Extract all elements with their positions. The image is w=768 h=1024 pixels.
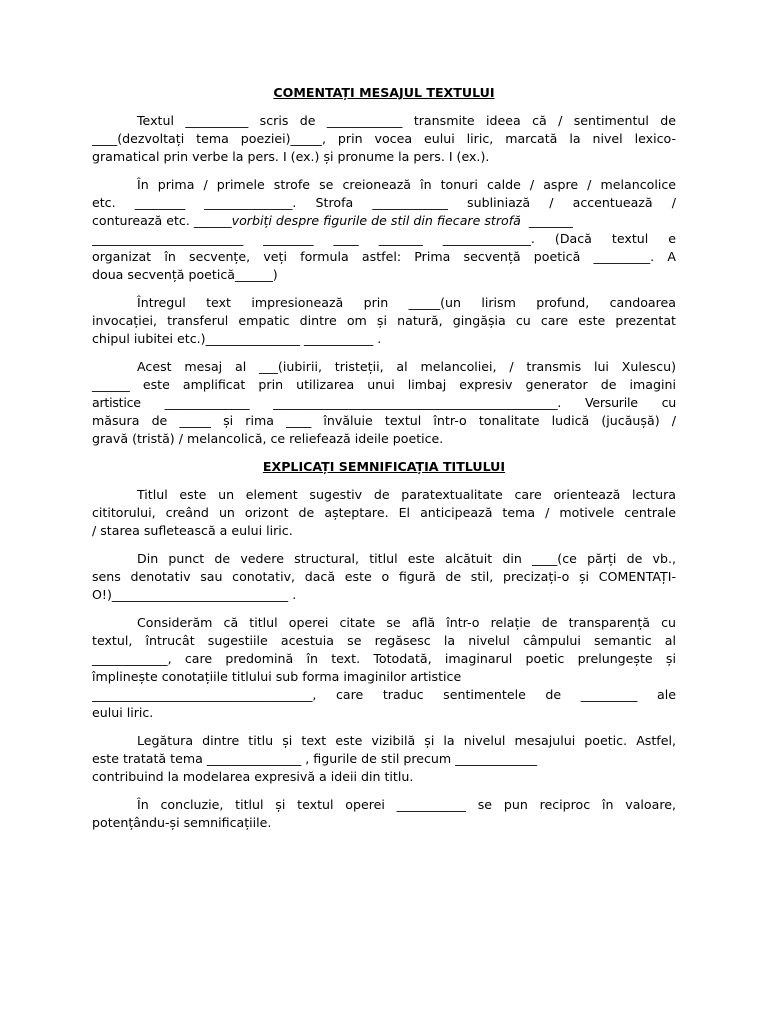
text-line: În prima / primele strofe se creionează în tonuri calde / aspre / melancolice xyxy=(137,177,676,192)
paragraph-title-text-link xyxy=(92,732,676,786)
text-line: Considerăm că titlul operei citate se află într-o relație de transparență cu xyxy=(137,615,676,630)
heading-comment-message: COMENTAȚI MESAJUL TEXTULUI xyxy=(273,85,495,100)
text-line: Textul __________ scris de ____________ transmite ideea că / sentimentul de xyxy=(137,113,676,128)
text-line: Întregul text impresionează prin _____(un lirism profund, candoarea xyxy=(137,295,676,310)
text-line: gramatical prin verbe la pers. I (ex.) și pronume la pers. I (ex.). xyxy=(92,149,490,164)
text-line: împlinește conotațiile titlului sub forma imaginilor artistice xyxy=(92,669,462,684)
paragraph-whole-text xyxy=(92,294,676,348)
text-line: etc. ________ ______________. Strofa ____________ subliniază / accentuează / xyxy=(92,195,676,210)
text-line: Din punct de vedere structural, titlul este alcătuit din ____(ce părți de vb., xyxy=(137,551,676,566)
text-line: cititorului, creând un orizont de așteptare. El anticipează tema / motivele centrale xyxy=(92,505,676,520)
text-line: sens denotativ sau conotativ, dacă este o figură de stil, precizați-o și COMENTAȚI- xyxy=(92,569,676,584)
text-line: ____________, care predomină în text. Totodată, imaginarul poetic prelungește și xyxy=(92,651,676,666)
text-line: artistice ______________ _______________________________________________. Versurile cu xyxy=(92,395,676,410)
text-line: este tratată tema _______________ , figurile de stil precum _____________ xyxy=(92,751,538,766)
document-page xyxy=(92,84,676,842)
text-line: textul, întrucât sugestiile acestuia se regăsesc la nivelul câmpului semantic al xyxy=(92,633,676,648)
paragraph-title-structure xyxy=(92,550,676,604)
paragraph-conclusion xyxy=(92,796,676,832)
text-line: / starea sufletească a eului liric. xyxy=(92,523,293,538)
text-line: potențându-și semnificațiile. xyxy=(92,815,272,830)
paragraph-first-stanzas xyxy=(92,176,676,284)
paragraph-text-message xyxy=(92,112,676,166)
text-fragment: _______ xyxy=(520,213,573,228)
text-line: invocației, transferul empatic dintre om și natură, gingășia cu care este prezentat xyxy=(92,313,676,328)
text-line: Titlul este un element sugestiv de paratextualitate care orientează lectura xyxy=(137,487,676,502)
text-line: ______ este amplificat prin utilizarea unui limbaj expresiv generator de imagini xyxy=(92,377,676,392)
text-line: O!)____________________________ . xyxy=(92,587,297,602)
text-line: ___________________________________, care traduc sentimentele de _________ ale xyxy=(92,687,676,702)
text-line: chipul iubitei etc.)_______________ ___________ . xyxy=(92,331,382,346)
text-line: eului liric. xyxy=(92,705,154,720)
text-line: ________________________ ________ ____ _______ ______________. (Dacă textul e xyxy=(92,231,676,246)
heading-explain-title: EXPLICAȚI SEMNIFICAȚIA TITLULUI xyxy=(262,459,506,474)
text-line xyxy=(92,212,676,230)
paragraph-title-element xyxy=(92,486,676,540)
text-line: contribuind la modelarea expresivă a ideii din titlu. xyxy=(92,769,414,784)
paragraph-message-amplified xyxy=(92,358,676,448)
text-line: ____(dezvoltați tema poeziei)_____, prin vocea eului liric, marcată la nivel lexico- xyxy=(92,131,676,146)
text-line: doua secvență poetică______) xyxy=(92,267,278,282)
text-line: măsura de _____ și rima ____ învăluie textul într-o tonalitate ludică (jucăușă) / xyxy=(92,413,676,428)
text-line: Legătura dintre titlu și text este vizibilă și la nivelul mesajului poetic. Astfel, xyxy=(137,733,676,748)
italic-instruction: vorbiți despre figurile de stil din fiecare strofă xyxy=(231,213,521,228)
text-fragment: conturează etc. ______ xyxy=(92,213,232,228)
text-line: organizat în secvențe, veți formula astfel: Prima secvență poetică _________. A xyxy=(92,249,676,264)
paragraph-title-relation xyxy=(92,614,676,722)
text-line: În concluzie, titlul și textul operei ___________ se pun reciproc în valoare, xyxy=(137,797,676,812)
text-line: Acest mesaj al ___(iubirii, tristeții, al melancoliei, / transmis lui Xulescu) xyxy=(137,359,676,374)
text-line: gravă (tristă) / melancolică, ce reliefează ideile poetice. xyxy=(92,431,444,446)
